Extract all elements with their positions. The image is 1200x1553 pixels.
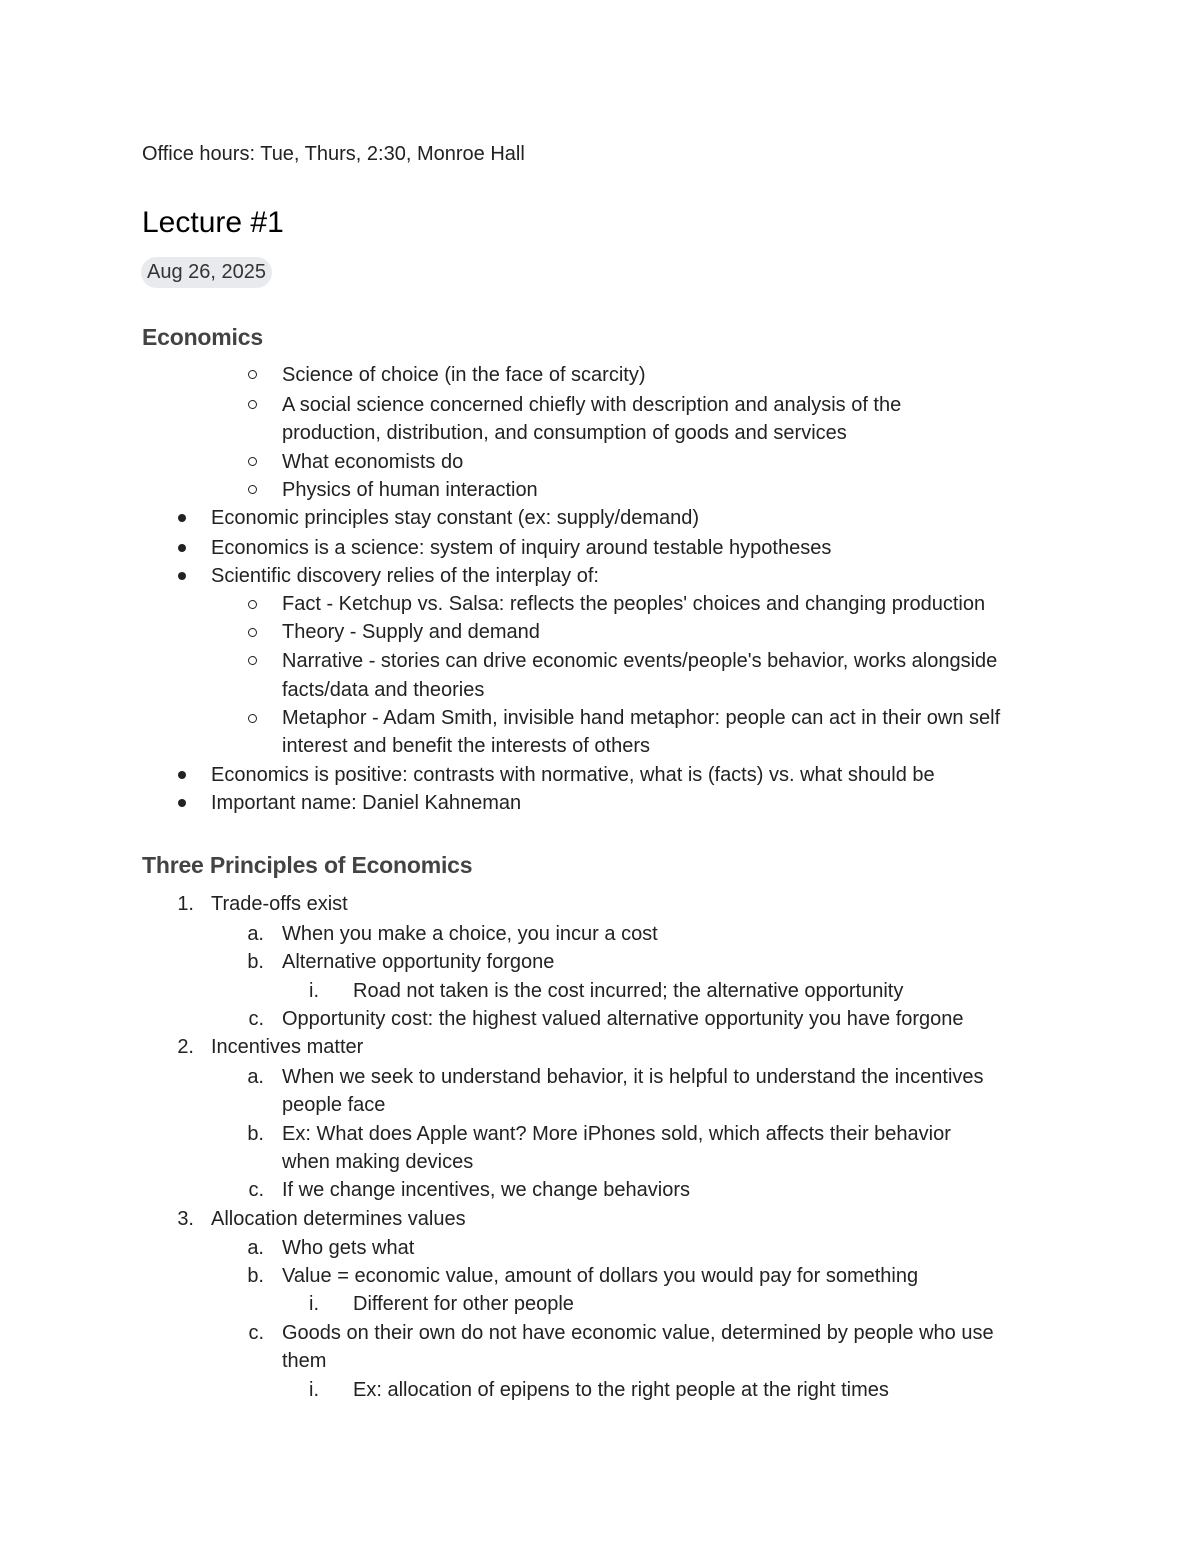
list-item: Scientific discovery relies of the interplay of: [211,565,599,587]
hollow-bullet-icon [248,400,257,409]
list-item-continuation: production, distribution, and consumption of goods and services [282,422,847,444]
list-item: Who gets what [282,1237,415,1259]
hollow-bullet-icon [248,457,257,466]
list-item-continuation: interest and benefit the interests of others [282,735,650,757]
list-marker: b. [247,951,264,973]
list-marker: c. [248,1179,264,1201]
list-marker: 3. [177,1208,194,1230]
list-marker: 2. [177,1036,194,1058]
list-marker: b. [247,1123,264,1145]
list-marker: i. [309,1379,319,1401]
list-item: A social science concerned chiefly with description and analysis of the [282,394,902,416]
list-item: Ex: allocation of epipens to the right people at the right times [353,1379,889,1401]
list-marker: 1. [177,893,194,915]
list-item: Economics is a science: system of inquiry around testable hypotheses [211,537,832,559]
hollow-bullet-icon [248,628,257,637]
list-item: Metaphor - Adam Smith, invisible hand metaphor: people can act in their own self [282,707,1001,729]
list-item: Theory - Supply and demand [282,621,540,643]
hollow-bullet-icon [248,656,257,665]
list-item: Ex: What does Apple want? More iPhones sold, which affects their behavior [282,1123,951,1145]
filled-bullet-icon [178,514,186,522]
office-hours-line: Office hours: Tue, Thurs, 2:30, Monroe Hall [142,143,525,165]
list-item: Physics of human interaction [282,479,538,501]
list-item: Different for other people [353,1293,574,1315]
list-item: What economists do [282,451,464,473]
list-item: Opportunity cost: the highest valued alternative opportunity you have forgone [282,1008,964,1030]
list-item: Road not taken is the cost incurred; the alternative opportunity [353,980,904,1002]
list-marker: i. [309,1293,319,1315]
list-item: Fact - Ketchup vs. Salsa: reflects the peoples' choices and changing production [282,593,986,615]
lecture-title: Lecture #1 [142,206,284,239]
hollow-bullet-icon [248,714,257,723]
list-marker: c. [248,1322,264,1344]
section-heading-economics: Economics [142,324,263,350]
list-marker: a. [247,923,264,945]
hollow-bullet-icon [248,485,257,494]
list-marker: a. [247,1066,264,1088]
list-item: Economics is positive: contrasts with normative, what is (facts) vs. what should be [211,764,935,786]
list-marker: a. [247,1237,264,1259]
section-heading-three-principles: Three Principles of Economics [142,852,473,878]
filled-bullet-icon [178,771,186,779]
list-item: Trade-offs exist [211,893,348,915]
list-item: Science of choice (in the face of scarcity) [282,364,646,386]
list-item: Alternative opportunity forgone [282,951,555,973]
list-marker: i. [309,980,319,1002]
list-item: If we change incentives, we change behaviors [282,1179,691,1201]
hollow-bullet-icon [248,600,257,609]
list-item-continuation: people face [282,1094,386,1116]
list-item: When you make a choice, you incur a cost [282,923,658,945]
list-marker: c. [248,1008,264,1030]
list-item: Narrative - stories can drive economic events/people's behavior, works alongside [282,650,998,672]
list-item: When we seek to understand behavior, it is helpful to understand the incentives [282,1066,984,1088]
list-item: Economic principles stay constant (ex: supply/demand) [211,507,700,529]
filled-bullet-icon [178,544,186,552]
hollow-bullet-icon [248,370,257,379]
date-chip[interactable]: Aug 26, 2025 [141,257,272,288]
list-item-continuation: facts/data and theories [282,679,485,701]
list-item-continuation: when making devices [282,1151,474,1173]
filled-bullet-icon [178,572,186,580]
list-marker: b. [247,1265,264,1287]
list-item: Allocation determines values [211,1208,466,1230]
list-item-continuation: them [282,1350,327,1372]
list-item: Important name: Daniel Kahneman [211,792,522,814]
filled-bullet-icon [178,799,186,807]
list-item: Incentives matter [211,1036,364,1058]
list-item: Goods on their own do not have economic value, determined by people who use [282,1322,994,1344]
list-item: Value = economic value, amount of dollars you would pay for something [282,1265,919,1287]
